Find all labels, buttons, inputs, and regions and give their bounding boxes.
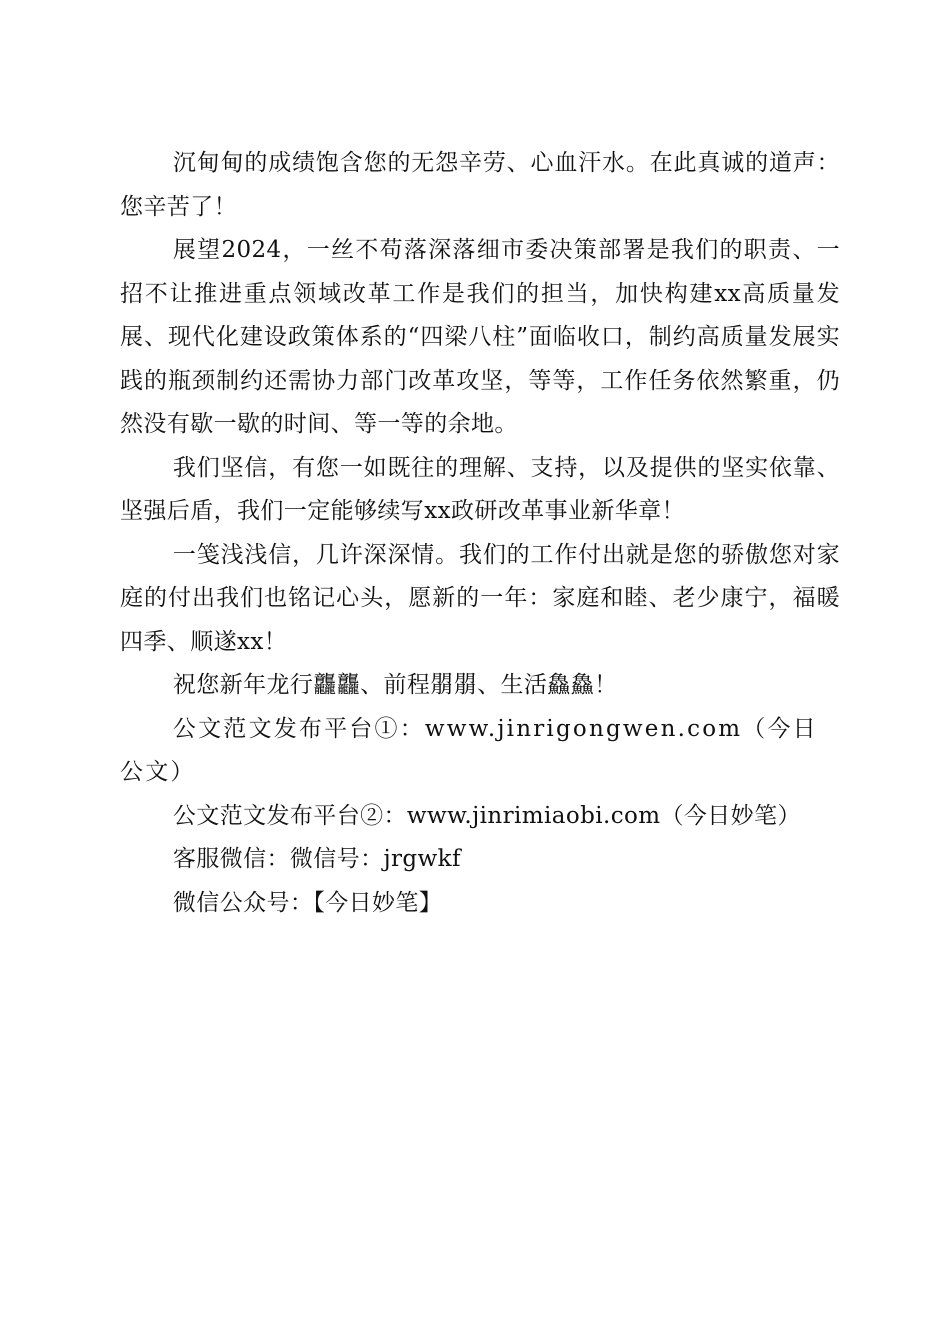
paragraph-gratitude: 沉甸甸的成绩饱含您的无怨辛劳、心血汗水。在此真诚的道声：您辛苦了！ <box>120 150 840 220</box>
footer-platform-2: 公文范文发布平台②：www.jinrimiaobi.com（今日妙笔） <box>172 802 801 829</box>
footer-customer-service: 客服微信：微信号：jrgwkf <box>172 846 461 872</box>
document-body <box>120 142 840 925</box>
footer-official-account: 微信公众号：【今日妙笔】 <box>172 889 443 916</box>
paragraph-outlook-2024: 展望2024，一丝不苟落深落细市委决策部署是我们的职责、一招不让推进重点领域改革工作是我们的担当，加快构建xx高质量发展、现代化建设政策体系的“四梁八柱”面临收口，制约高质量发展实践的瓶颈制约还需协力部门改革攻坚，等等，工作任务依然繁重，仍然没有歇一歇的时间、等一等的余地。 <box>120 237 840 437</box>
paragraph-family-wishes: 一笺浅浅信，几许深深情。我们的工作付出就是您的骄傲您对家庭的付出我们也铭记心头，愿新的一年：家庭和睦、老少康宁，福暖四季、顺遂xx！ <box>120 541 840 655</box>
paragraph-new-year-blessing: 祝您新年龙行龘龘、前程朤朤、生活鱻鱻！ <box>172 672 618 698</box>
paragraph-confidence: 我们坚信，有您一如既往的理解、支持，以及提供的坚实依靠、坚强后盾，我们一定能够续写xx政研改革事业新华章！ <box>120 454 840 524</box>
footer-platform-1: 公文范文发布平台①：www.jinrigongwen.com（今日公文） <box>120 715 818 785</box>
